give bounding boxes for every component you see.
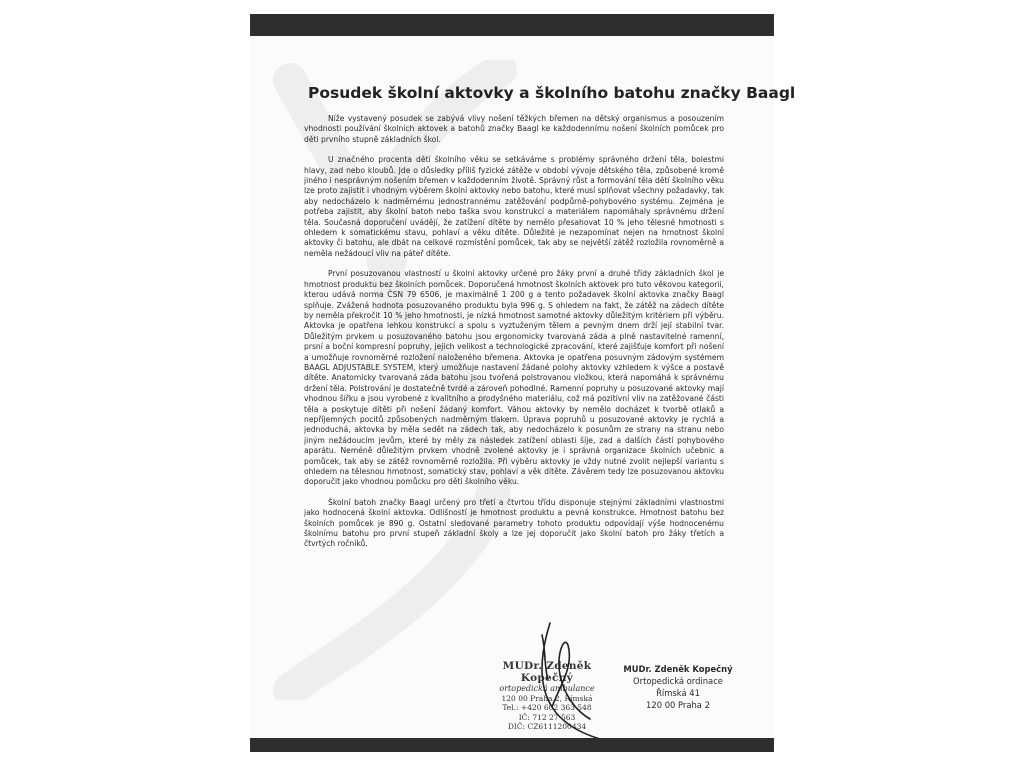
paragraph-intro: Níže vystavený posudek se zabývá vlivy nošení těžkých břemen na dětský organismus a posouzením vhodnosti používání školních aktovek a batohů značky Baagl ke každodennímu nošení školních pomůcek pro děti prvního stupně základních škol. bbox=[304, 114, 724, 144]
signature-name: MUDr. Zdeněk Kopečný bbox=[623, 664, 733, 674]
paragraph-posture: U značného procenta dětí školního věku se setkáváme s problémy správného držení těla, bolestmi hlavy, zad nebo kloubů. Jde o důsledky příliš fyzické zátěže v období vývoje dětského těla, způsobené kromě jiného i nesprávným nošením břemen v každodenním životě. Správný růst a formování těla dětí školního věku lze proto zajistit i vhodným výběrem školní aktovky nebo batohu, které musí splňovat všechny požadavky, tak aby nedocházelo k nadměrnému jednostrannému zatěžování podpůrně-pohybového systému. Zejména je potřeba zajistit, aby školní batoh nebo taška svou konstrukcí a materiálem napomáhaly správnému držení těla. Současná doporučení uvádějí, že zatížení dítěte by nemělo přesahovat 10 % jeho tělesné hmotnosti s ohledem k somatickému stavu, pohlaví a věku dítěte. Důležité je nezapomínat nejen na hmotnost školní aktovky či batohu, ale dbát na celkové rozmístění pomůcek, tak aby se největší zátěž rozložila rovnoměrně a neměla nežádoucí vliv na páteř dítěte. bbox=[304, 155, 724, 258]
signature-city: 120 00 Praha 2 bbox=[646, 700, 710, 710]
scan-bottom-edge bbox=[250, 738, 774, 752]
stamp-address: 120 00 Praha 2, Římská bbox=[501, 693, 593, 703]
stamp-ic: IČ: 712 27 563 bbox=[518, 712, 576, 722]
signature-street: Římská 41 bbox=[656, 688, 700, 698]
stamp-department: ortopedická ambulance bbox=[499, 684, 595, 693]
stamp-dic: DIČ: CZ6111200434 bbox=[507, 722, 587, 732]
document-title: Posudek školní aktovky a školního batohu značky Baagl bbox=[308, 84, 796, 102]
stamp-phone: Tel.: +420 602 363 548 bbox=[502, 703, 592, 713]
paragraph-backpack: Školní batoh značky Baagl určený pro třetí a čtvrtou třídu disponuje stejnými základními vlastnostmi jako hodnocená školní aktovka. Odlišností je hmotnost produktu a pevná konstrukce. Hmotnost batohu bez školních pomůcek je 890 g. Ostatní sledované parametry tohoto produktu odpovídají výše hodnocenému školnímu batohu pro první stupeň základní školy a lze jej doporučit jako školní batoh pro žáky třetích a čtvrtých ročníků. bbox=[304, 497, 724, 549]
scan-top-edge bbox=[250, 14, 774, 36]
document-body bbox=[304, 114, 724, 560]
signature-block bbox=[618, 663, 738, 711]
stamp-name: MUDr. Zdeněk Kopečný bbox=[502, 660, 592, 684]
paragraph-satchel: První posuzovanou vlastností u školní aktovky určené pro žáky první a druhé třídy základních škol je hmotnost produktu bez školních pomůcek. Doporučená hmotnost školních aktovek pro tuto věkovou kategorii, kterou udává norma ČSN 79 6506, je maximálně 1 200 g a tento požadavek školní aktovka značky Baagl splňuje. Zvážená hodnota posuzovaného produktu byla 996 g. S ohledem na fakt, že zátěž na zádech dítěte by neměla překročit 10 % jeho hmotnosti, je nízká hmotnost samotné aktovky důležitým kritériem při výběru. Aktovka je opatřena lehkou konstrukcí a spolu s vyztuženým tělem a pevným dnem drží její stabilní tvar. Důležitým prvkem u posuzovaného batohu jsou ergonomicky tvarovaná záda a plně nastavitelné ramenní, prsní a boční kompresní popruhy, jejich velikost a technologické zpracování, které zajišťuje komfort při nošení a umožňuje rovnoměrné rozložení naloženého břemena. Aktovka je opatřena posuvným zádovým systémem BAAGL ADJUSTABLE SYSTEM, který umožňuje nastavení žádané polohy aktovky vzhledem k výšce a postavě dítěte. Anatomicky tvarovaná záda batohu jsou tvořená polstrovanou vložkou, která napomáhá k správnému držení těla. Polstrování je dostatečně tvrdé a zároveň pohodlné. Ramenní popruhy u posuzované aktovky mají vhodnou šířku a jsou vyrobené z kvalitního a prodyšného materiálu, což má pozitivní vliv na zatěžované části těla a poskytuje dítěti při nošení žádaný komfort. Váhou aktovky by nemělo docházet k tvorbě otlaků a nepříjemných pocitů způsobených nadměrným tlakem. Úprava popruhů u posuzované aktovky je rychlá a jednoduchá, aktovka by měla sedět na zádech tak, aby nedocházelo k posunům ze strany na stranu nebo jiným nežádoucím jevům, které by měly za následek zatížení oblasti šíje, zad a dalších částí pohybového aparátu. Neméně důležitým prvkem vhodně zvolené aktovky je i správná organizace školních učebnic a pomůcek, tak aby se zátěž rovnoměrně rozložila. Při výběru aktovky je vždy nutné zvolit nejlepší variantu s ohledem na tělesnou hmotnost, somatický stav, pohlaví a věk dítěte. Závěrem tedy lze posuzovanou aktovku doporučit jako vhodnou pomůcku pro děti školního věku. bbox=[304, 269, 724, 487]
signature-office: Ortopedická ordinace bbox=[633, 676, 723, 686]
